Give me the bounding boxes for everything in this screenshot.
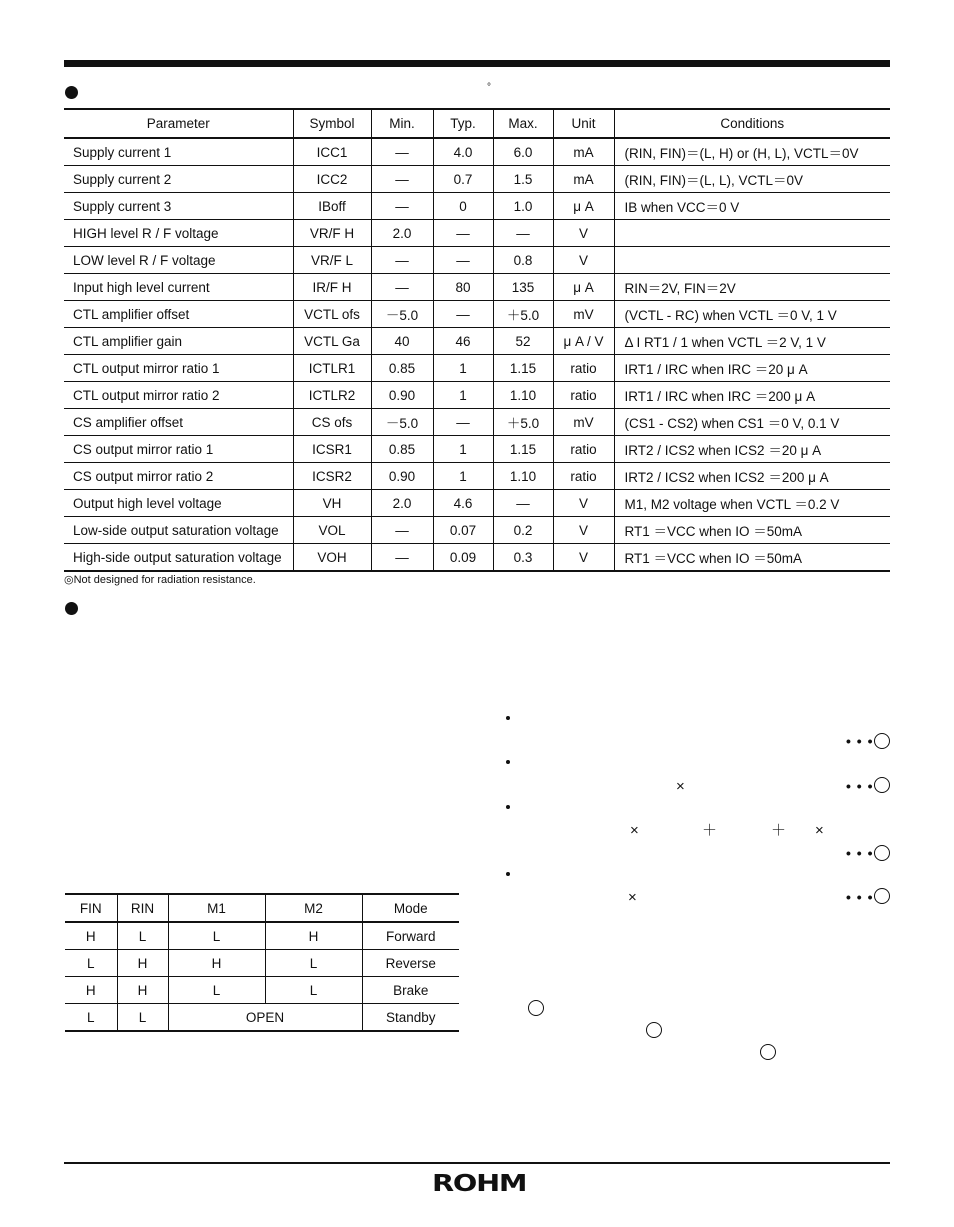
conditions-cell: RT1 ＝VCC when IO ＝50mA xyxy=(614,517,890,544)
conditions-cell xyxy=(614,220,890,247)
min-cell: — xyxy=(371,544,433,572)
symbol-cell: ICSR1 xyxy=(293,436,371,463)
conditions-cell: IRT1 / IRC when IRC ＝20 μ A xyxy=(614,355,890,382)
conditions-cell: (RIN, FIN)＝(L, L), VCTL＝0V xyxy=(614,166,890,193)
table-row xyxy=(64,166,890,193)
min-cell: — xyxy=(371,247,433,274)
parameter-cell: CTL output mirror ratio 2 xyxy=(64,382,293,409)
typ-cell: — xyxy=(433,409,493,436)
truth-cell: Standby xyxy=(362,1004,459,1032)
header-mark: ° xyxy=(487,82,491,93)
table-row xyxy=(64,274,890,301)
truth-cell: Brake xyxy=(362,977,459,1004)
min-cell: 0.85 xyxy=(371,436,433,463)
max-cell: 1.10 xyxy=(493,463,553,490)
times-sign: × xyxy=(815,822,824,839)
truth-cell: H xyxy=(117,977,168,1004)
symbol-cell: ICC2 xyxy=(293,166,371,193)
truth-header-row xyxy=(65,894,459,922)
min-cell: 0.85 xyxy=(371,355,433,382)
header-min: Min. xyxy=(371,109,433,138)
truth-header-fin: FIN xyxy=(65,894,117,922)
formula-dot-2 xyxy=(506,760,510,764)
truth-cell: L xyxy=(168,977,265,1004)
unit-cell: ratio xyxy=(553,382,614,409)
table-row xyxy=(64,517,890,544)
ellipsis-4: • • • xyxy=(846,889,874,905)
min-cell: — xyxy=(371,138,433,166)
unit-cell: V xyxy=(553,517,614,544)
truth-table xyxy=(65,893,459,1032)
max-cell: 6.0 xyxy=(493,138,553,166)
header-conditions: Conditions xyxy=(614,109,890,138)
truth-cell: L xyxy=(265,950,362,977)
header-unit: Unit xyxy=(553,109,614,138)
reference-circle-3 xyxy=(760,1044,776,1060)
parameter-cell: Input high level current xyxy=(64,274,293,301)
symbol-cell: VOL xyxy=(293,517,371,544)
min-cell: — xyxy=(371,166,433,193)
typ-cell: — xyxy=(433,301,493,328)
formula-dot-3 xyxy=(506,805,510,809)
table-row xyxy=(64,138,890,166)
min-cell: — xyxy=(371,274,433,301)
truth-row xyxy=(65,950,459,977)
parameter-cell: HIGH level R / F voltage xyxy=(64,220,293,247)
max-cell: 135 xyxy=(493,274,553,301)
truth-cell: Reverse xyxy=(362,950,459,977)
max-cell: 1.15 xyxy=(493,355,553,382)
truth-cell: L xyxy=(117,922,168,950)
truth-cell: H xyxy=(65,977,117,1004)
conditions-cell: IRT1 / IRC when IRC ＝200 μ A xyxy=(614,382,890,409)
parameter-cell: CTL amplifier offset xyxy=(64,301,293,328)
symbol-cell: VH xyxy=(293,490,371,517)
conditions-cell: IRT2 / ICS2 when ICS2 ＝200 μ A xyxy=(614,463,890,490)
table-row xyxy=(64,409,890,436)
max-cell: 1.0 xyxy=(493,193,553,220)
truth-cell: L xyxy=(117,1004,168,1032)
typ-cell: 80 xyxy=(433,274,493,301)
ellipsis-1: • • • xyxy=(846,733,874,749)
typ-cell: 0.09 xyxy=(433,544,493,572)
header-typ: Typ. xyxy=(433,109,493,138)
max-cell: ＋5.0 xyxy=(493,409,553,436)
max-cell: 1.15 xyxy=(493,436,553,463)
unit-cell: μ A / V xyxy=(553,328,614,355)
typ-cell: 1 xyxy=(433,463,493,490)
symbol-cell: VCTL ofs xyxy=(293,301,371,328)
plus-sign: ＋ xyxy=(771,822,787,839)
unit-cell: V xyxy=(553,220,614,247)
truth-cell: OPEN xyxy=(168,1004,362,1032)
unit-cell: ratio xyxy=(553,355,614,382)
min-cell: — xyxy=(371,517,433,544)
conditions-cell: IRT2 / ICS2 when ICS2 ＝20 μ A xyxy=(614,436,890,463)
table-row xyxy=(64,355,890,382)
conditions-cell: M1, M2 voltage when VCTL ＝0.2 V xyxy=(614,490,890,517)
conditions-cell xyxy=(614,247,890,274)
truth-row xyxy=(65,1004,459,1032)
table-row xyxy=(64,382,890,409)
truth-header-m1: M1 xyxy=(168,894,265,922)
plus-sign: ＋ xyxy=(702,822,718,839)
typ-cell: 4.6 xyxy=(433,490,493,517)
table-row xyxy=(64,328,890,355)
max-cell: 1.5 xyxy=(493,166,553,193)
bottom-rule xyxy=(64,1162,890,1164)
parameter-cell: CTL amplifier gain xyxy=(64,328,293,355)
table-row xyxy=(64,220,890,247)
electrical-characteristics-table xyxy=(64,108,890,572)
max-cell: ＋5.0 xyxy=(493,301,553,328)
table-row xyxy=(64,193,890,220)
unit-cell: mA xyxy=(553,138,614,166)
min-cell: －5.0 xyxy=(371,409,433,436)
conditions-cell: RT1 ＝VCC when IO ＝50mA xyxy=(614,544,890,572)
ellipsis-2: • • • xyxy=(846,778,874,794)
parameter-cell: CS output mirror ratio 1 xyxy=(64,436,293,463)
section-bullet-circuit xyxy=(65,602,78,615)
symbol-cell: ICC1 xyxy=(293,138,371,166)
conditions-cell: IB when VCC＝0 V xyxy=(614,193,890,220)
table-row xyxy=(64,544,890,572)
truth-cell: L xyxy=(65,950,117,977)
top-rule xyxy=(64,60,890,67)
conditions-cell: RIN＝2V, FIN＝2V xyxy=(614,274,890,301)
times-sign: × xyxy=(628,889,637,906)
table-row xyxy=(64,490,890,517)
truth-cell: H xyxy=(168,950,265,977)
max-cell: — xyxy=(493,490,553,517)
typ-cell: — xyxy=(433,220,493,247)
min-cell: 2.0 xyxy=(371,220,433,247)
formula-dot-1 xyxy=(506,716,510,720)
parameter-cell: Low-side output saturation voltage xyxy=(64,517,293,544)
unit-cell: V xyxy=(553,490,614,517)
unit-cell: μ A xyxy=(553,193,614,220)
typ-cell: 0 xyxy=(433,193,493,220)
formula-dot-4 xyxy=(506,872,510,876)
parameter-cell: Output high level voltage xyxy=(64,490,293,517)
symbol-cell: VCTL Ga xyxy=(293,328,371,355)
table-row xyxy=(64,463,890,490)
truth-cell: H xyxy=(65,922,117,950)
parameter-cell: LOW level R / F voltage xyxy=(64,247,293,274)
parameter-cell: CTL output mirror ratio 1 xyxy=(64,355,293,382)
eq-number-circle-4 xyxy=(874,888,890,904)
unit-cell: V xyxy=(553,544,614,572)
truth-cell: Forward xyxy=(362,922,459,950)
typ-cell: — xyxy=(433,247,493,274)
section-bullet-electrical xyxy=(65,86,78,99)
max-cell: 52 xyxy=(493,328,553,355)
max-cell: 0.3 xyxy=(493,544,553,572)
unit-cell: μ A xyxy=(553,274,614,301)
truth-row xyxy=(65,977,459,1004)
truth-header-mode: Mode xyxy=(362,894,459,922)
min-cell: 0.90 xyxy=(371,463,433,490)
truth-cell: L xyxy=(265,977,362,1004)
rohm-logo: ROHM xyxy=(432,1171,527,1197)
table-row xyxy=(64,301,890,328)
parameter-cell: Supply current 3 xyxy=(64,193,293,220)
typ-cell: 1 xyxy=(433,382,493,409)
truth-header-m2: M2 xyxy=(265,894,362,922)
unit-cell: mV xyxy=(553,409,614,436)
table-row xyxy=(64,436,890,463)
conditions-cell: Δ I RT1 / 1 when VCTL ＝2 V, 1 V xyxy=(614,328,890,355)
parameter-cell: CS amplifier offset xyxy=(64,409,293,436)
symbol-cell: VOH xyxy=(293,544,371,572)
symbol-cell: VR/F H xyxy=(293,220,371,247)
symbol-cell: ICTLR1 xyxy=(293,355,371,382)
truth-row xyxy=(65,922,459,950)
unit-cell: mV xyxy=(553,301,614,328)
parameter-cell: Supply current 1 xyxy=(64,138,293,166)
min-cell: 40 xyxy=(371,328,433,355)
symbol-cell: ICSR2 xyxy=(293,463,371,490)
conditions-cell: (CS1 - CS2) when CS1 ＝0 V, 0.1 V xyxy=(614,409,890,436)
header-parameter: Parameter xyxy=(64,109,293,138)
symbol-cell: CS ofs xyxy=(293,409,371,436)
min-cell: －5.0 xyxy=(371,301,433,328)
truth-cell: H xyxy=(265,922,362,950)
symbol-cell: ICTLR2 xyxy=(293,382,371,409)
parameter-cell: Supply current 2 xyxy=(64,166,293,193)
symbol-cell: IBoff xyxy=(293,193,371,220)
min-cell: 0.90 xyxy=(371,382,433,409)
typ-cell: 1 xyxy=(433,355,493,382)
max-cell: 0.2 xyxy=(493,517,553,544)
truth-header-rin: RIN xyxy=(117,894,168,922)
truth-cell: L xyxy=(168,922,265,950)
table-row xyxy=(64,247,890,274)
header-symbol: Symbol xyxy=(293,109,371,138)
eq-number-circle-2 xyxy=(874,777,890,793)
table-header-row xyxy=(64,109,890,138)
eq-number-circle-1 xyxy=(874,733,890,749)
parameter-cell: CS output mirror ratio 2 xyxy=(64,463,293,490)
conditions-cell: (VCTL - RC) when VCTL ＝0 V, 1 V xyxy=(614,301,890,328)
typ-cell: 0.7 xyxy=(433,166,493,193)
unit-cell: ratio xyxy=(553,436,614,463)
reference-circle-2 xyxy=(646,1022,662,1038)
typ-cell: 4.0 xyxy=(433,138,493,166)
min-cell: 2.0 xyxy=(371,490,433,517)
parameter-cell: High-side output saturation voltage xyxy=(64,544,293,572)
truth-cell: H xyxy=(117,950,168,977)
typ-cell: 0.07 xyxy=(433,517,493,544)
unit-cell: V xyxy=(553,247,614,274)
reference-circle-1 xyxy=(528,1000,544,1016)
max-cell: 0.8 xyxy=(493,247,553,274)
max-cell: — xyxy=(493,220,553,247)
typ-cell: 46 xyxy=(433,328,493,355)
unit-cell: mA xyxy=(553,166,614,193)
eq-number-circle-3 xyxy=(874,845,890,861)
header-max: Max. xyxy=(493,109,553,138)
times-sign: × xyxy=(630,822,639,839)
symbol-cell: VR/F L xyxy=(293,247,371,274)
footnote: ◎Not designed for radiation resistance. xyxy=(64,574,256,586)
min-cell: — xyxy=(371,193,433,220)
unit-cell: ratio xyxy=(553,463,614,490)
symbol-cell: IR/F H xyxy=(293,274,371,301)
truth-cell: L xyxy=(65,1004,117,1032)
times-sign: × xyxy=(676,778,685,795)
ellipsis-3: • • • xyxy=(846,845,874,861)
conditions-cell: (RIN, FIN)＝(L, H) or (H, L), VCTL＝0V xyxy=(614,138,890,166)
typ-cell: 1 xyxy=(433,436,493,463)
max-cell: 1.10 xyxy=(493,382,553,409)
